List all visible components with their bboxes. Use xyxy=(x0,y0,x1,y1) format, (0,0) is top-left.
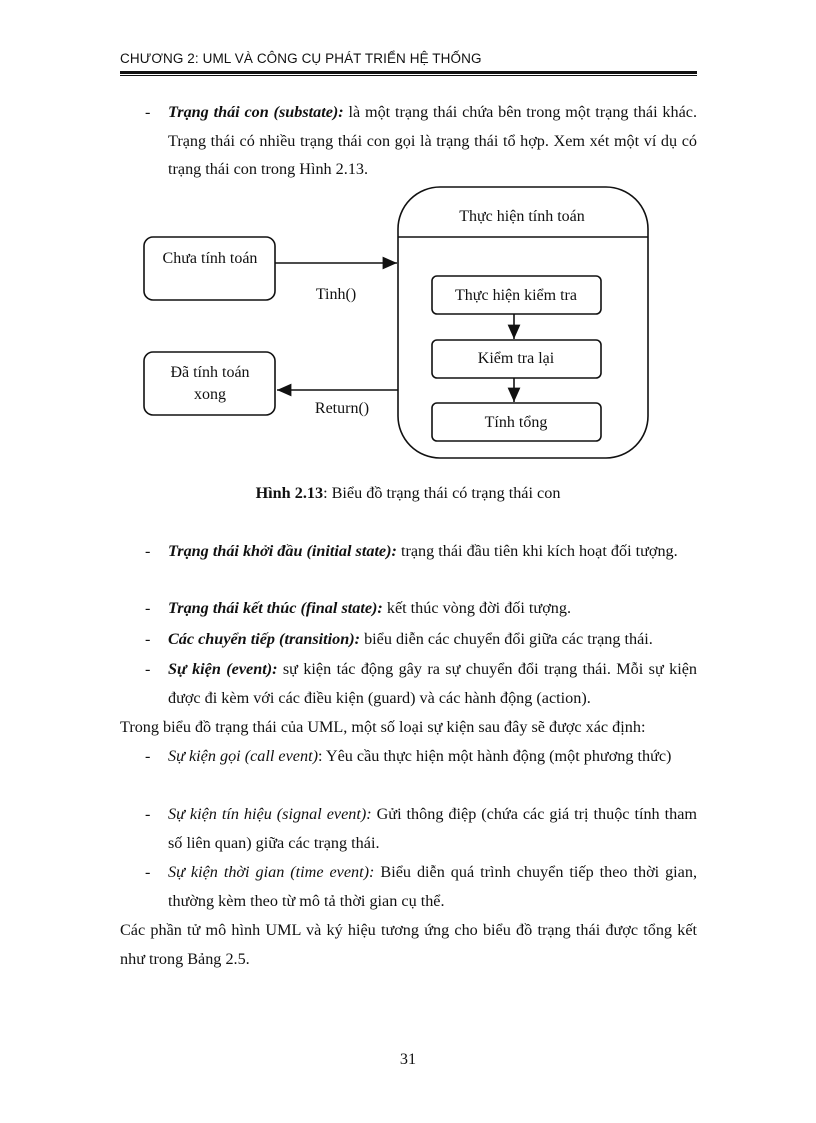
bullet-dash: - xyxy=(145,542,151,560)
paragraph: Các phần tử mô hình UML và ký hiệu tương ứng cho biểu đồ trạng thái được tổng kết như trong Bảng 2.5. xyxy=(120,921,697,968)
definition: biểu diễn các chuyển đổi giữa các trạng thái. xyxy=(360,630,653,648)
term: Trạng thái khởi đầu (initial state): xyxy=(168,542,397,560)
bullet-dash: - xyxy=(145,103,151,121)
page-number: 31 xyxy=(399,1050,417,1068)
state-done-box xyxy=(144,352,275,415)
substate-label: Thực hiện kiểm tra xyxy=(455,287,577,304)
list-item xyxy=(145,625,697,654)
event-item xyxy=(145,742,697,771)
substate-label: Kiểm tra lại xyxy=(477,350,555,367)
state-not-computed-box xyxy=(144,237,275,300)
definition: : Yêu cầu thực hiện một hành động (một phương thức) xyxy=(317,747,672,765)
paragraph: Trong biểu đồ trạng thái của UML, một số loại sự kiện sau đây sẽ được xác định: xyxy=(120,718,646,736)
figure-caption xyxy=(0,484,816,503)
event-item xyxy=(145,858,697,915)
term: Sự kiện tín hiệu (signal event): xyxy=(168,805,372,823)
substate-label: Tính tổng xyxy=(484,414,548,431)
bullet-dash: - xyxy=(145,660,151,678)
list-item xyxy=(145,594,697,623)
state-not-computed-label: Chưa tính toán xyxy=(162,250,258,267)
definition: kết thúc vòng đời đối tượng. xyxy=(382,599,572,617)
definition: Gửi thông điệp (chứa các giá trị thuộc tính tham số liên quan) giữa các trạng thái. xyxy=(168,805,698,852)
bullet-dash: - xyxy=(145,630,151,648)
term: Các chuyển tiếp (transition): xyxy=(168,630,361,648)
term: Sự kiện gọi (call event) xyxy=(168,747,318,765)
event-item xyxy=(145,800,697,857)
state-done-label-2: xong xyxy=(194,386,226,403)
transition-out-label: Return() xyxy=(314,400,370,417)
state-diagram xyxy=(0,0,816,480)
caption-text: : Biểu đồ trạng thái có trạng thái con xyxy=(323,484,561,502)
definition: là một trạng thái chứa bên trong một trạng thái khác. Trạng thái có nhiều trạng thái con gọi là trạng thái tổ hợp. Xem xét một ví dụ có trạng thái con trong Hình 2.13. xyxy=(168,103,698,178)
bullet-dash: - xyxy=(145,805,151,823)
composite-state-label: Thực hiện tính toán xyxy=(459,208,585,225)
definition: trạng thái đầu tiên khi kích hoạt đối tượng. xyxy=(396,542,678,560)
bullet-dash: - xyxy=(145,599,151,617)
term: Sự kiện (event): xyxy=(168,660,278,678)
chapter-header: CHƯƠNG 2: UML VÀ CÔNG CỤ PHÁT TRIỂN HỆ THỐNG xyxy=(120,51,482,66)
transition-in-label: Tinh() xyxy=(315,286,357,303)
state-done-label-1: Đã tính toán xyxy=(170,364,250,381)
term: Sự kiện thời gian (time event): xyxy=(168,863,375,881)
term: Trạng thái kết thúc (final state): xyxy=(168,599,383,617)
term: Trạng thái con (substate): xyxy=(168,103,344,121)
definition: Biểu diễn quá trình chuyển tiếp theo thời gian, thường kèm theo từ mô tả thời gian cụ thể. xyxy=(168,863,698,910)
definition: sự kiện tác động gây ra sự chuyển đổi trạng thái. Mỗi sự kiện được đi kèm với các điều kiện (guard) và các hành động (action). xyxy=(168,660,697,707)
caption-label: Hình 2.13 xyxy=(255,484,324,502)
bullet-dash: - xyxy=(145,863,151,881)
list-item xyxy=(145,655,697,712)
bullet-dash: - xyxy=(145,747,151,765)
list-item xyxy=(145,537,697,566)
